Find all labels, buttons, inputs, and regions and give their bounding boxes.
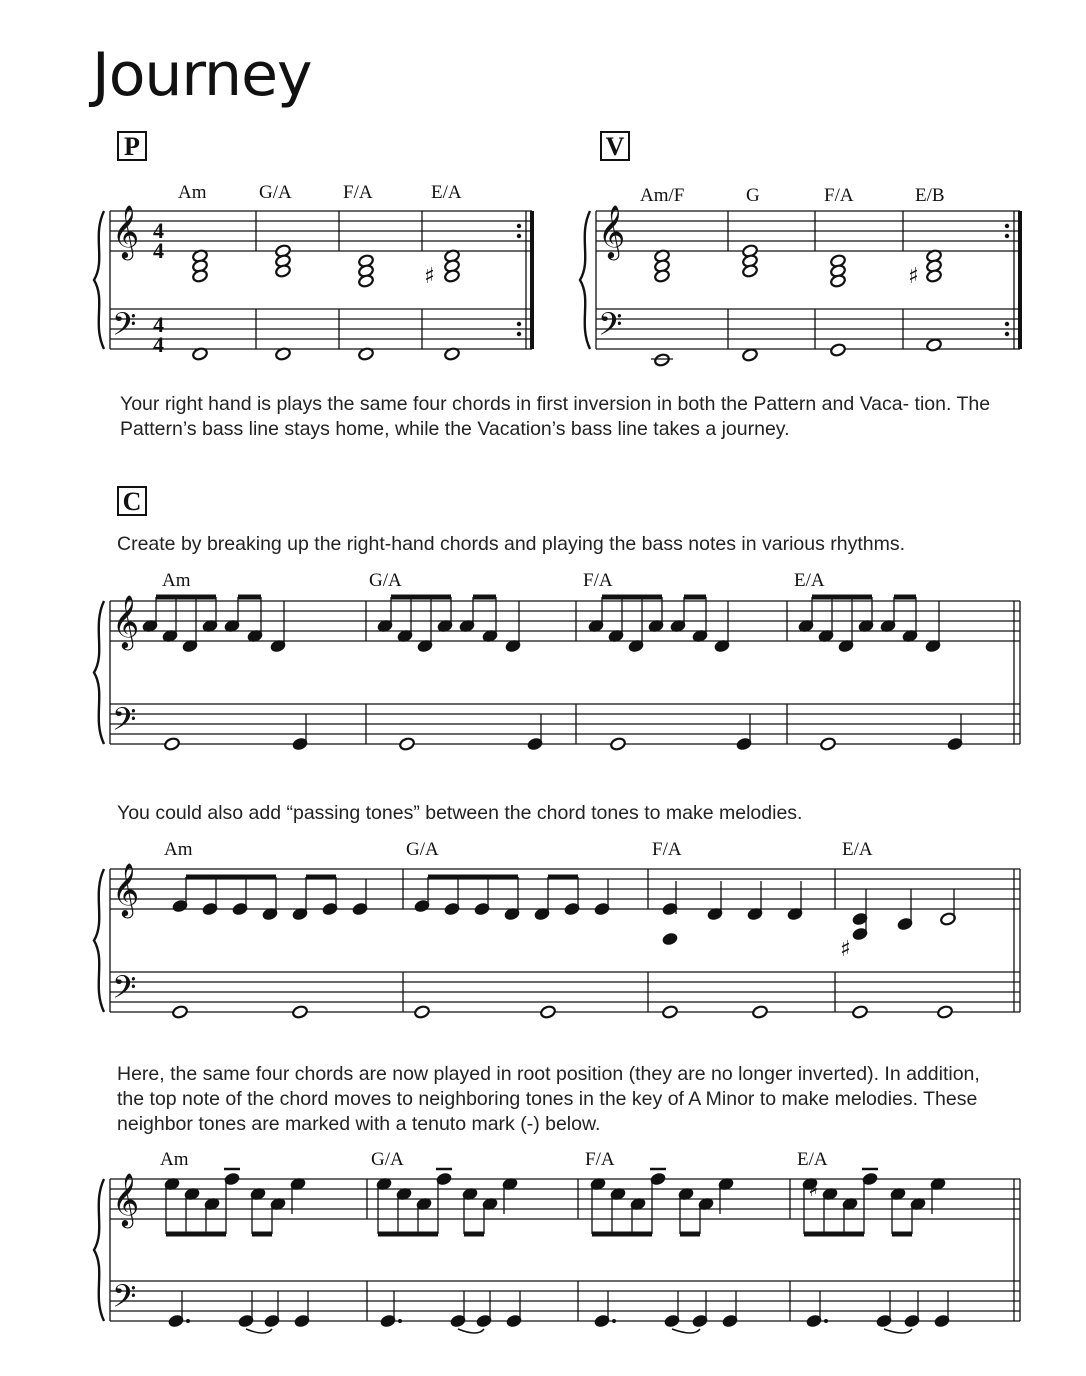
time-signature-top: 4	[153, 218, 164, 243]
chord-symbol: E/A	[797, 1149, 828, 1170]
pattern-section-label: P	[117, 131, 147, 161]
sharp-sign: ♯	[908, 264, 919, 289]
chord-symbol: G/A	[406, 839, 439, 860]
brace	[94, 601, 104, 744]
bass-clef: 𝄢	[112, 1278, 137, 1322]
note-head	[830, 343, 847, 357]
note-head	[540, 1005, 557, 1019]
neighbor-tones-paragraph: Here, the same four chords are now played in root position (they are no longer inverted). In addition, the top note of the chord moves to neighboring tones in the key of A Minor to make melodies. These neighbor tones are marked with a tenuto mark (-) below.	[117, 1063, 980, 1135]
create-paragraph: Create by breaking up the right-hand chords and playing the bass notes in various rhythms.	[117, 533, 906, 555]
repeat-dot	[517, 224, 521, 228]
dot	[186, 1319, 190, 1323]
sharp-sign: ♯	[808, 1177, 819, 1202]
note-head	[172, 1005, 189, 1019]
passing-tones-paragraph: You could also add “passing tones” between the chord tones to make melodies.	[117, 802, 803, 824]
brace	[94, 869, 104, 1012]
treble-clef: 𝄞	[598, 204, 626, 258]
dot	[824, 1319, 828, 1323]
dot	[398, 1319, 402, 1323]
note-head	[414, 1005, 431, 1019]
tie	[884, 1329, 912, 1333]
chord-symbol: F/A	[585, 1149, 615, 1170]
intro-paragraph: Your right hand is plays the same four chords in first inversion in both the Pattern and Vaca- tion. The Pattern’s bass line stays home, while the Vacation’s bass line takes a journey.	[120, 393, 991, 440]
note-head	[852, 1005, 869, 1019]
vacation-chord-symbols	[640, 185, 945, 206]
staff-systems	[94, 204, 1020, 1333]
treble-clef: 𝄞	[112, 204, 140, 258]
treble-clef: 𝄞	[112, 594, 140, 648]
pattern-chord-symbols	[178, 182, 462, 203]
treble-clef: 𝄞	[112, 1172, 140, 1226]
repeat-dot	[517, 234, 521, 238]
brace	[94, 211, 104, 349]
chord-symbol: E/A	[794, 570, 825, 591]
dot	[612, 1319, 616, 1323]
time-signature-bottom: 4	[153, 332, 164, 357]
bass-clef: 𝄢	[112, 306, 137, 350]
tie	[246, 1329, 272, 1333]
repeat-dot	[517, 322, 521, 326]
note-head	[662, 932, 679, 946]
chord-symbol: G/A	[259, 182, 292, 203]
note-head	[164, 737, 181, 751]
note-head	[926, 338, 943, 352]
tie	[672, 1329, 700, 1333]
chord-symbol: E/B	[915, 185, 945, 206]
repeat-dot	[1005, 234, 1009, 238]
bass-clef: 𝄢	[112, 701, 137, 745]
chord-symbol: F/A	[824, 185, 854, 206]
treble-clef: 𝄞	[112, 862, 140, 916]
chord-symbol: G/A	[371, 1149, 404, 1170]
repeat-dot	[1005, 332, 1009, 336]
chord-symbol: F/A	[343, 182, 373, 203]
note-head	[654, 353, 671, 367]
bass-clef: 𝄢	[112, 969, 137, 1013]
chord-symbol: Am	[160, 1149, 189, 1170]
repeat-dot	[1005, 322, 1009, 326]
note-head	[292, 1005, 309, 1019]
chord-symbol: Am/F	[640, 185, 685, 206]
sharp-sign: ♯	[840, 937, 851, 962]
chord-symbol: E/A	[842, 839, 873, 860]
create-section-label: C	[117, 486, 147, 516]
create2-chord-symbols	[164, 839, 873, 860]
chord-symbol: Am	[164, 839, 193, 860]
repeat-dot	[1005, 224, 1009, 228]
chord-symbol: G/A	[369, 570, 402, 591]
page-title: Journey	[92, 40, 312, 110]
note-head	[742, 348, 759, 362]
chord-symbol: E/A	[431, 182, 462, 203]
chord-symbol: F/A	[652, 839, 682, 860]
note-head	[752, 1005, 769, 1019]
bass-clef: 𝄢	[598, 306, 623, 350]
brace	[94, 1179, 104, 1321]
time-signature-bottom: 4	[153, 238, 164, 263]
tie	[458, 1329, 484, 1333]
note-head	[820, 737, 837, 751]
vacation-section-label: V	[600, 131, 630, 161]
chord-symbol: F/A	[583, 570, 613, 591]
create1-chord-symbols	[162, 570, 825, 591]
chord-symbol: Am	[162, 570, 191, 591]
note-head	[610, 737, 627, 751]
chord-symbol: Am	[178, 182, 207, 203]
note-head	[937, 1005, 954, 1019]
repeat-dot	[517, 332, 521, 336]
sharp-sign: ♯	[424, 264, 435, 289]
chord-symbol: G	[746, 185, 760, 206]
brace	[580, 211, 590, 349]
time-signature-top: 4	[153, 312, 164, 337]
create3-chord-symbols	[160, 1149, 828, 1170]
note-head	[662, 1005, 679, 1019]
note-head	[399, 737, 416, 751]
